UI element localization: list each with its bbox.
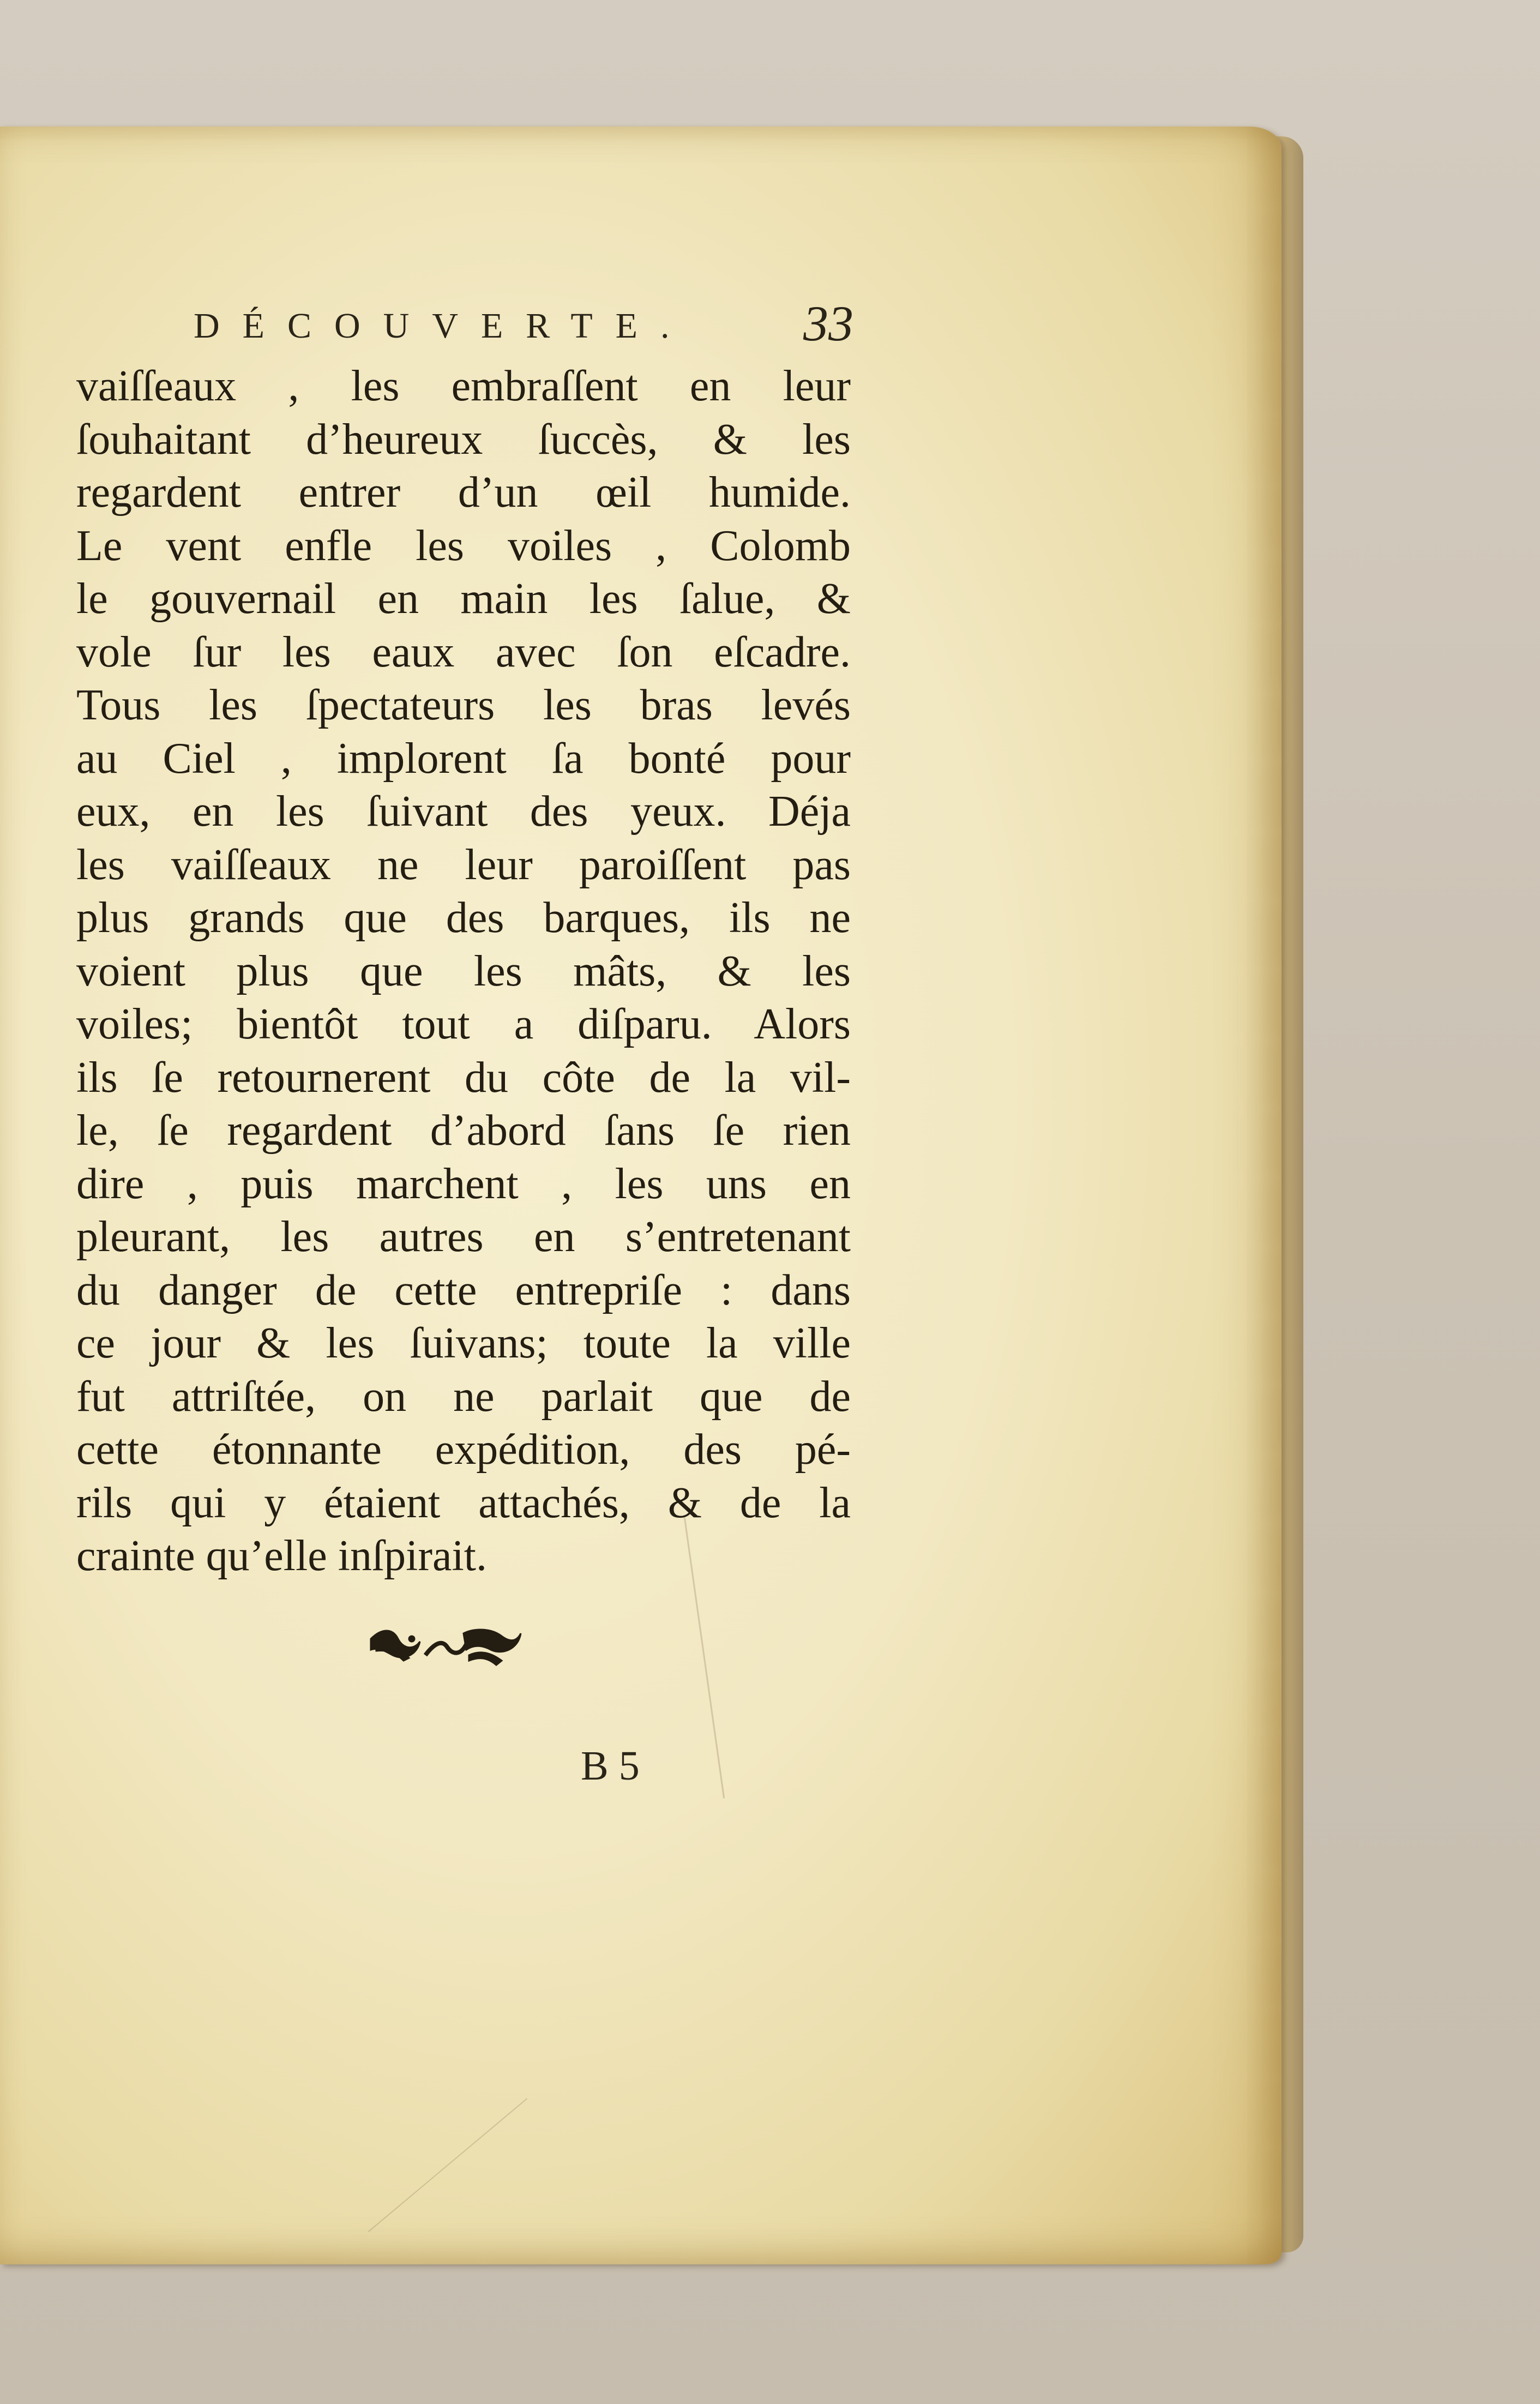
text-line: pleurant, les autres en s’entretenant bbox=[76, 1213, 851, 1261]
text-line: le, ſe regardent d’abord ſans ſe rien bbox=[76, 1107, 851, 1155]
text-line: Tous les ſpectateurs les bras levés bbox=[76, 681, 851, 729]
text-line: du danger de cette entrepriſe : dans bbox=[76, 1266, 851, 1314]
text-line: ſouhaitant d’heureux ſuccès, & les bbox=[76, 415, 851, 464]
text-line: au Ciel , implorent ſa bonté pour bbox=[76, 734, 851, 783]
text-line: eux, en les ſuivant des yeux. Déja bbox=[76, 788, 851, 836]
page-header bbox=[194, 295, 853, 354]
page-number: 33 bbox=[803, 296, 853, 351]
text-line: les vaiſſeaux ne leur paroiſſent pas bbox=[76, 840, 851, 889]
text-line: vaiſſeaux , les embraſſent en leur bbox=[76, 362, 851, 410]
text-line: fut attriſtée, on ne parlait que de bbox=[76, 1372, 851, 1421]
text-line: ils ſe retournerent du côte de la vil- bbox=[76, 1053, 851, 1102]
text-line: plus grands que des barques, ils ne bbox=[76, 894, 851, 942]
running-head: DÉCOUVERTE. bbox=[194, 306, 693, 346]
text-line: Le vent enfle les voiles , Colomb bbox=[76, 521, 851, 570]
text-line: cette étonnante expédition, des pé- bbox=[76, 1426, 851, 1474]
text-line: ce jour & les ſuivans; toute la ville bbox=[76, 1319, 851, 1367]
text-line: voiles; bientôt tout a diſparu. Alors bbox=[76, 1000, 851, 1048]
text-line: crainte qu’elle inſpirait. bbox=[76, 1532, 488, 1580]
text-line: dire , puis marchent , les uns en bbox=[76, 1159, 851, 1208]
text-line: le gouvernail en main les ſalue, & bbox=[76, 575, 851, 623]
fleuron-ornament-icon bbox=[365, 1617, 524, 1672]
text-line: rils qui y étaient attachés, & de la bbox=[76, 1479, 851, 1527]
text-line: regardent entrer d’un œil humide. bbox=[76, 468, 851, 516]
body-text bbox=[76, 360, 851, 1583]
text-line: voient plus que les mâts, & les bbox=[76, 947, 851, 995]
signature-mark: B 5 bbox=[581, 1743, 640, 1789]
text-line: vole ſur les eaux avec ſon eſcadre. bbox=[76, 628, 851, 676]
